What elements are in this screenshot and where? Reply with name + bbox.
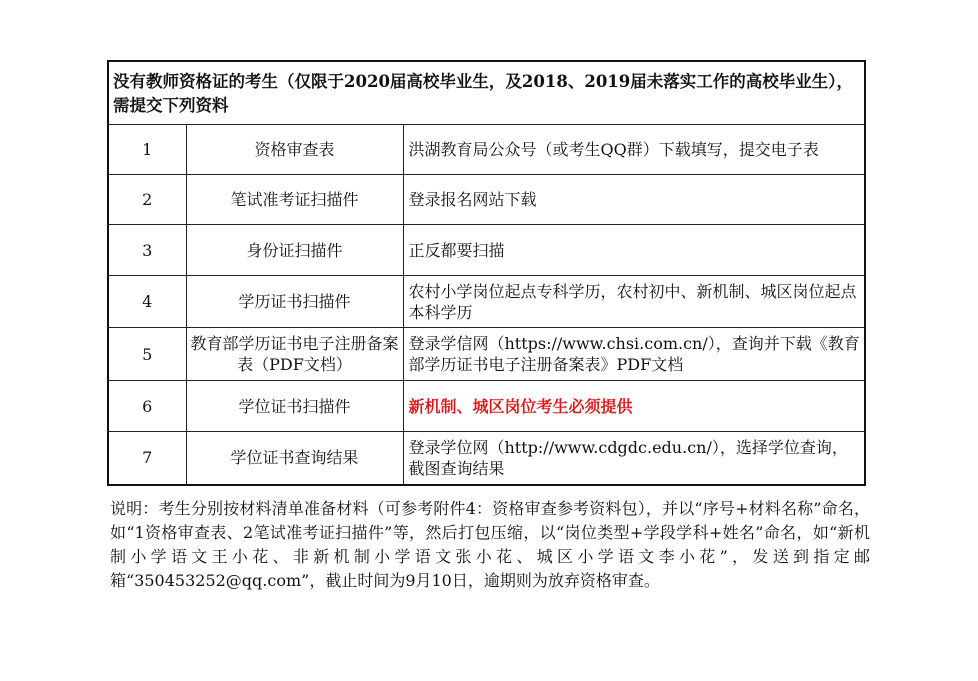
table-heading: 没有教师资格证的考生（仅限于2020届高校毕业生，及2018、2019届未落实工作的高校毕业生），需提交下列资料 (108, 61, 865, 125)
material-name: 学位证书查询结果 (186, 432, 403, 485)
material-name: 身份证扫描件 (186, 225, 403, 276)
table-row (108, 225, 865, 276)
row-number: 7 (108, 432, 186, 485)
row-number: 3 (108, 225, 186, 276)
material-name: 学历证书扫描件 (186, 276, 403, 328)
material-name: 学位证书扫描件 (186, 381, 403, 432)
material-name: 资格审查表 (186, 125, 403, 175)
row-number: 1 (108, 125, 186, 175)
material-description: 农村小学岗位起点专科学历，农村初中、新机制、城区岗位起点本科学历 (403, 276, 865, 328)
table-row (108, 432, 865, 485)
material-description: 登录学信网（https://www.chsi.com.cn/），查询并下载《教育部学历证书电子注册备案表》PDF文档 (403, 328, 865, 381)
material-description-highlighted: 新机制、城区岗位考生必须提供 (403, 381, 865, 432)
table-row (108, 276, 865, 328)
instructions-note: 说明：考生分别按材料清单准备材料（可参考附件4：资格审查参考资料包），并以“序号+材料名称”命名，如“1资格审查表、2笔试准考证扫描件”等，然后打包压缩，以“岗位类型+学段学科+姓名”命名，如“新机制小学语文王小花、非新机制小学语文张小花、城区小学语文李小花”，发送到指定邮箱“350453252@qq.com”，截止时间为9月10日，逾期则为放弃资格审查。 (110, 499, 870, 590)
table-row (108, 125, 865, 175)
material-description: 登录学位网（http://www.cdgdc.edu.cn/），选择学位查询，截图查询结果 (403, 432, 865, 485)
table-row (108, 175, 865, 225)
table-row (108, 328, 865, 381)
material-description: 正反都要扫描 (403, 225, 865, 276)
row-number: 2 (108, 175, 186, 225)
row-number: 4 (108, 276, 186, 328)
material-description: 洪湖教育局公众号（或考生QQ群）下载填写，提交电子表 (403, 125, 865, 175)
table-heading-row (108, 61, 865, 125)
row-number: 5 (108, 328, 186, 381)
material-name: 笔试准考证扫描件 (186, 175, 403, 225)
material-name: 教育部学历证书电子注册备案表（PDF文档） (186, 328, 403, 381)
table-row (108, 381, 865, 432)
row-number: 6 (108, 381, 186, 432)
materials-table (107, 60, 866, 486)
material-description: 登录报名网站下载 (403, 175, 865, 225)
